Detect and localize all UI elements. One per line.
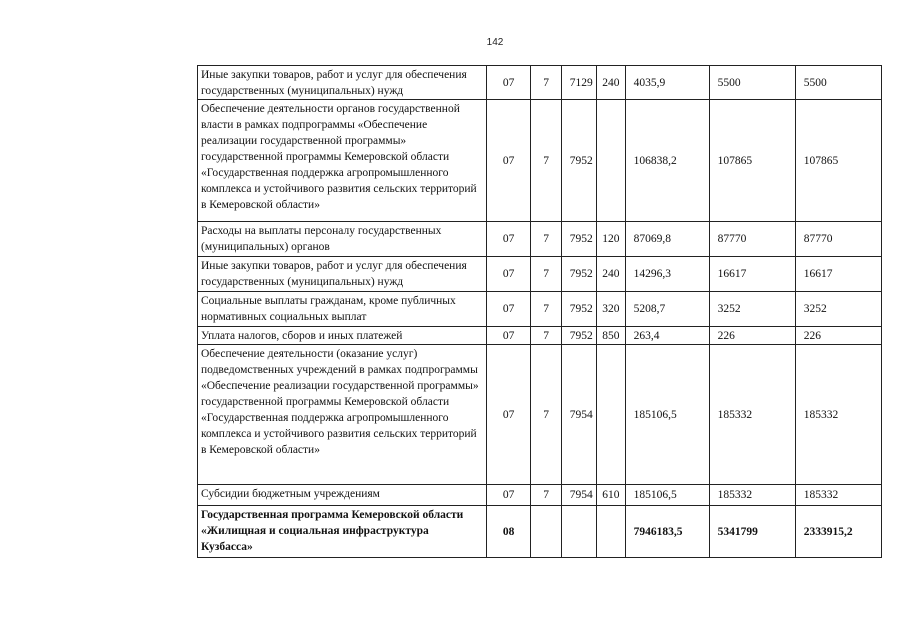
row-name-cell: Расходы на выплаты персоналу государственных (муниципальных) органов xyxy=(198,222,487,257)
row-amount-year2-cell: 3252 xyxy=(709,292,795,327)
table-row xyxy=(198,66,882,100)
page-number: 142 xyxy=(486,37,504,48)
table-row xyxy=(198,292,882,327)
row-amount-year3-cell: 107865 xyxy=(795,100,881,222)
row-name-cell: Субсидии бюджетным учреждениям xyxy=(198,485,487,506)
row-amount-year2-cell: 87770 xyxy=(709,222,795,257)
row-expense-type-cell: 850 xyxy=(597,327,625,345)
row-subsection-cell: 7 xyxy=(531,100,561,222)
row-expense-type-cell: 610 xyxy=(597,485,625,506)
row-target-article-cell: 7952 xyxy=(561,327,596,345)
row-amount-year2-cell: 107865 xyxy=(709,100,795,222)
row-amount-year3-cell: 185332 xyxy=(795,345,881,485)
row-amount-year2-cell: 185332 xyxy=(709,345,795,485)
table-row xyxy=(198,257,882,292)
row-amount-year3-cell: 16617 xyxy=(795,257,881,292)
row-expense-type-cell: 240 xyxy=(597,66,625,100)
row-subsection-cell: 7 xyxy=(531,292,561,327)
row-amount-year2-cell: 5500 xyxy=(709,66,795,100)
row-section-cell: 07 xyxy=(486,66,531,100)
row-amount-year3-cell: 226 xyxy=(795,327,881,345)
row-target-article-cell: 7954 xyxy=(561,345,596,485)
row-amount-year2-cell: 5341799 xyxy=(709,506,795,558)
row-name-cell: Социальные выплаты гражданам, кроме публичных нормативных социальных выплат xyxy=(198,292,487,327)
table-row xyxy=(198,222,882,257)
row-subsection-cell: 7 xyxy=(531,485,561,506)
row-name-cell: Государственная программа Кемеровской области «Жилищная и социальная инфраструктура Кузбасса» xyxy=(198,506,487,558)
row-section-cell: 07 xyxy=(486,292,531,327)
row-name-cell: Иные закупки товаров, работ и услуг для обеспечения государственных (муниципальных) нужд xyxy=(198,66,487,100)
row-subsection-cell: 7 xyxy=(531,222,561,257)
row-amount-year3-cell: 185332 xyxy=(795,485,881,506)
row-expense-type-cell xyxy=(597,345,625,485)
row-section-cell: 07 xyxy=(486,345,531,485)
row-amount-year1-cell: 106838,2 xyxy=(625,100,709,222)
row-amount-year1-cell: 185106,5 xyxy=(625,345,709,485)
row-target-article-cell: 7952 xyxy=(561,257,596,292)
row-amount-year1-cell: 263,4 xyxy=(625,327,709,345)
row-amount-year3-cell: 2333915,2 xyxy=(795,506,881,558)
row-name-cell: Обеспечение деятельности (оказание услуг) подведомственных учреждений в рамках подпрограммы «Обеспечение реализации государственной программы» государственной программы Кемеровской области «Государственная поддержка агропромышленного комплекса и устойчивого развития сельских территорий в Кемеровской области» xyxy=(198,345,487,485)
table-row xyxy=(198,100,882,222)
row-expense-type-cell xyxy=(597,506,625,558)
row-target-article-cell: 7954 xyxy=(561,485,596,506)
table-row xyxy=(198,345,882,485)
row-section-cell: 07 xyxy=(486,327,531,345)
row-subsection-cell: 7 xyxy=(531,257,561,292)
row-amount-year1-cell: 185106,5 xyxy=(625,485,709,506)
row-name-cell: Обеспечение деятельности органов государственной власти в рамках подпрограммы «Обеспечение реализации государственной программы» государственной программы Кемеровской области «Государственная поддержка агропромышленного комплекса и устойчивого развития сельских территорий в Кемеровской области» xyxy=(198,100,487,222)
row-name-cell: Иные закупки товаров, работ и услуг для обеспечения государственных (муниципальных) нужд xyxy=(198,257,487,292)
row-section-cell: 07 xyxy=(486,257,531,292)
row-target-article-cell: 7952 xyxy=(561,222,596,257)
row-expense-type-cell: 240 xyxy=(597,257,625,292)
row-amount-year3-cell: 87770 xyxy=(795,222,881,257)
row-name-cell: Уплата налогов, сборов и иных платежей xyxy=(198,327,487,345)
row-target-article-cell: 7129 xyxy=(561,66,596,100)
table-body xyxy=(198,66,882,558)
table-row xyxy=(198,327,882,345)
row-amount-year2-cell: 185332 xyxy=(709,485,795,506)
row-amount-year3-cell: 3252 xyxy=(795,292,881,327)
row-amount-year1-cell: 7946183,5 xyxy=(625,506,709,558)
table-row xyxy=(198,485,882,506)
row-amount-year1-cell: 4035,9 xyxy=(625,66,709,100)
row-section-cell: 07 xyxy=(486,100,531,222)
row-target-article-cell: 7952 xyxy=(561,292,596,327)
row-expense-type-cell xyxy=(597,100,625,222)
row-target-article-cell xyxy=(561,506,596,558)
row-amount-year2-cell: 226 xyxy=(709,327,795,345)
row-section-cell: 07 xyxy=(486,485,531,506)
row-subsection-cell: 7 xyxy=(531,66,561,100)
row-section-cell: 07 xyxy=(486,222,531,257)
row-subsection-cell: 7 xyxy=(531,327,561,345)
row-amount-year2-cell: 16617 xyxy=(709,257,795,292)
row-expense-type-cell: 320 xyxy=(597,292,625,327)
row-target-article-cell: 7952 xyxy=(561,100,596,222)
table-row xyxy=(198,506,882,558)
row-amount-year1-cell: 87069,8 xyxy=(625,222,709,257)
row-amount-year3-cell: 5500 xyxy=(795,66,881,100)
row-subsection-cell: 7 xyxy=(531,345,561,485)
row-amount-year1-cell: 14296,3 xyxy=(625,257,709,292)
row-section-cell: 08 xyxy=(486,506,531,558)
budget-table-container xyxy=(197,65,882,558)
row-amount-year1-cell: 5208,7 xyxy=(625,292,709,327)
row-expense-type-cell: 120 xyxy=(597,222,625,257)
row-subsection-cell xyxy=(531,506,561,558)
budget-table xyxy=(197,65,882,558)
